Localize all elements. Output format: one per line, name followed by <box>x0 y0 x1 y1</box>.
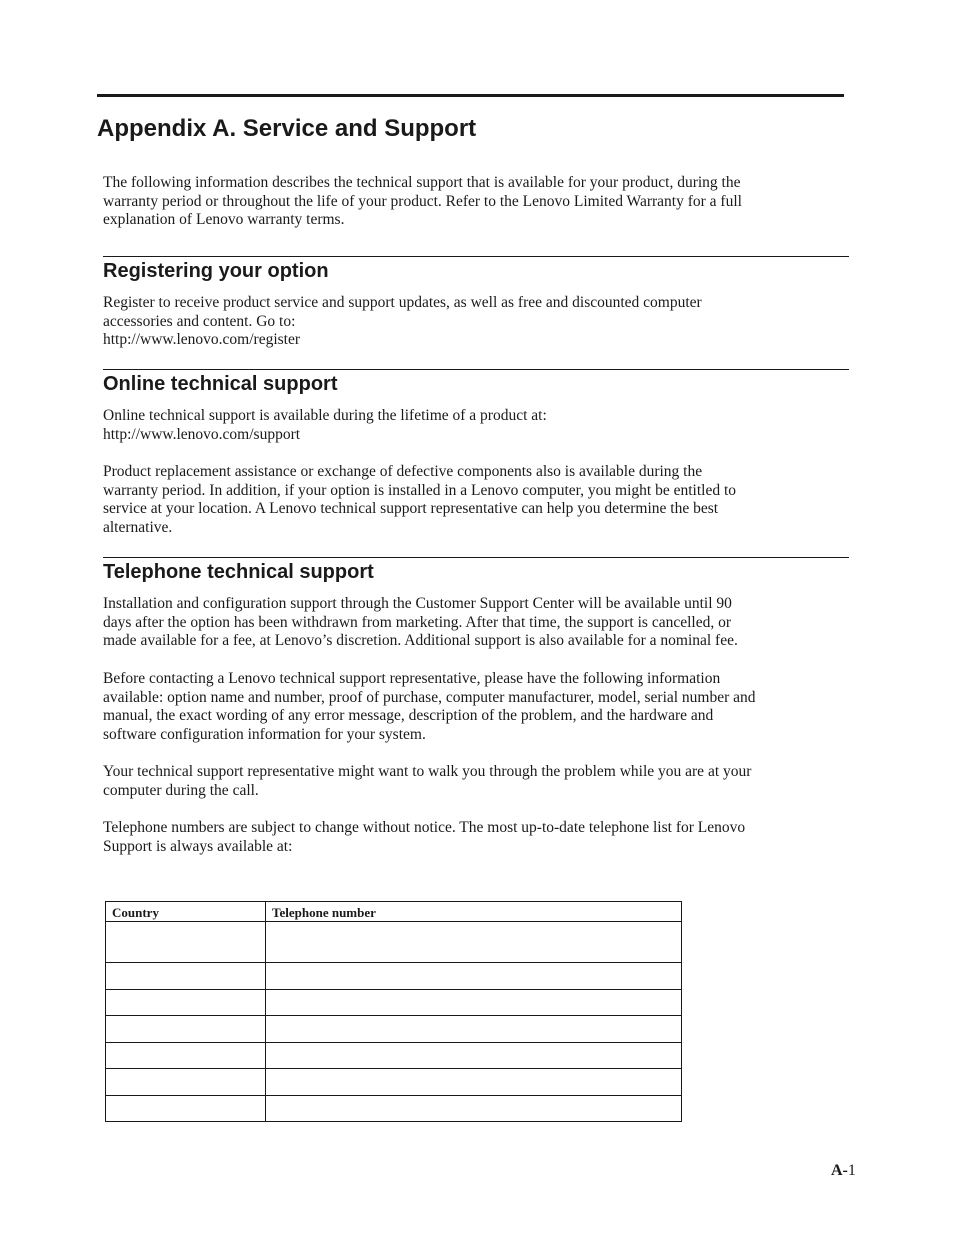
section-title-online-support: Online technical support <box>103 373 338 395</box>
page-number-prefix: A- <box>831 1162 848 1179</box>
text-line: software configuration information for your system. <box>103 726 426 744</box>
table-row <box>106 990 682 1016</box>
section-title-telephone-support: Telephone technical support <box>103 561 374 583</box>
registering-paragraph <box>103 294 853 350</box>
text-line: days after the option has been withdrawn from marketing. After that time, the support is cancelled, or <box>103 613 731 631</box>
text-line: Register to receive product service and support updates, as well as free and discounted computer <box>103 294 702 311</box>
text-line: Product replacement assistance or exchange of defective components also is available during the <box>103 463 703 480</box>
page-number <box>831 1162 856 1180</box>
before-contacting-paragraph <box>103 670 853 745</box>
text-line: computer during the call. <box>103 781 259 799</box>
text-line: The following information describes the technical support that is available for your product, during the <box>103 174 741 191</box>
table-header-row <box>106 902 682 922</box>
section-title-registering: Registering your option <box>103 260 329 282</box>
telephone-cell <box>266 990 682 1016</box>
telephone-numbers-paragraph <box>103 819 853 856</box>
telephone-cell <box>266 922 682 963</box>
support-url[interactable]: http://www.lenovo.com/support <box>103 425 301 443</box>
section-rule <box>103 557 849 558</box>
text-line: warranty period. In addition, if your option is installed in a Lenovo computer, you might be entitled to <box>103 481 737 499</box>
text-line: Installation and configuration support through the Customer Support Center will be available until 90 <box>103 595 732 612</box>
text-line: manual, the exact wording of any error message, description of the problem, and the hardware and <box>103 707 714 725</box>
online-support-paragraph <box>103 407 853 444</box>
column-header-country: Country <box>106 902 266 922</box>
country-cell <box>106 1069 266 1096</box>
text-line: accessories and content. Go to: <box>103 312 296 330</box>
section-rule <box>103 256 849 257</box>
text-line: Telephone numbers are subject to change without notice. The most up-to-date telephone list for Lenovo <box>103 819 746 836</box>
page-number-value: 1 <box>847 1162 856 1179</box>
text-line: explanation of Lenovo warranty terms. <box>103 211 345 229</box>
register-url[interactable]: http://www.lenovo.com/register <box>103 331 301 349</box>
country-cell <box>106 1016 266 1043</box>
country-cell <box>106 990 266 1016</box>
country-cell <box>106 1043 266 1069</box>
telephone-cell <box>266 1016 682 1043</box>
table-row <box>106 963 682 990</box>
text-line: available: option name and number, proof of purchase, computer manufacturer, model, serial number and <box>103 688 756 706</box>
text-line: Your technical support representative might want to walk you through the problem while you are at your <box>103 763 752 780</box>
installation-paragraph <box>103 595 853 651</box>
country-cell <box>106 963 266 990</box>
text-line: warranty period or throughout the life of your product. Refer to the Lenovo Limited Warranty for a full <box>103 192 742 210</box>
chapter-title: Appendix A. Service and Support <box>97 115 477 142</box>
text-line: Online technical support is available during the lifetime of a product at: <box>103 407 547 424</box>
telephone-cell <box>266 1069 682 1096</box>
chapter-top-rule <box>97 94 844 97</box>
section-rule <box>103 369 849 370</box>
column-header-telephone: Telephone number <box>266 902 682 922</box>
table-row <box>106 1096 682 1122</box>
text-line: alternative. <box>103 519 173 537</box>
telephone-cell <box>266 963 682 990</box>
telephone-cell <box>266 1096 682 1122</box>
telephone-cell <box>266 1043 682 1069</box>
table-row <box>106 1016 682 1043</box>
country-cell <box>106 922 266 963</box>
text-line: service at your location. A Lenovo technical support representative can help you determine the best <box>103 500 719 518</box>
text-line: Support is always available at: <box>103 837 293 855</box>
text-line: made available for a fee, at Lenovo’s discretion. Additional support is also available for a nominal fee. <box>103 632 738 650</box>
text-line: Before contacting a Lenovo technical support representative, please have the following information <box>103 670 721 687</box>
table-row <box>106 1069 682 1096</box>
table-row <box>106 1043 682 1069</box>
country-cell <box>106 1096 266 1122</box>
replacement-paragraph <box>103 463 853 538</box>
table-row <box>106 922 682 963</box>
representative-paragraph <box>103 763 853 800</box>
intro-paragraph <box>103 174 853 230</box>
telephone-table <box>105 901 682 1122</box>
